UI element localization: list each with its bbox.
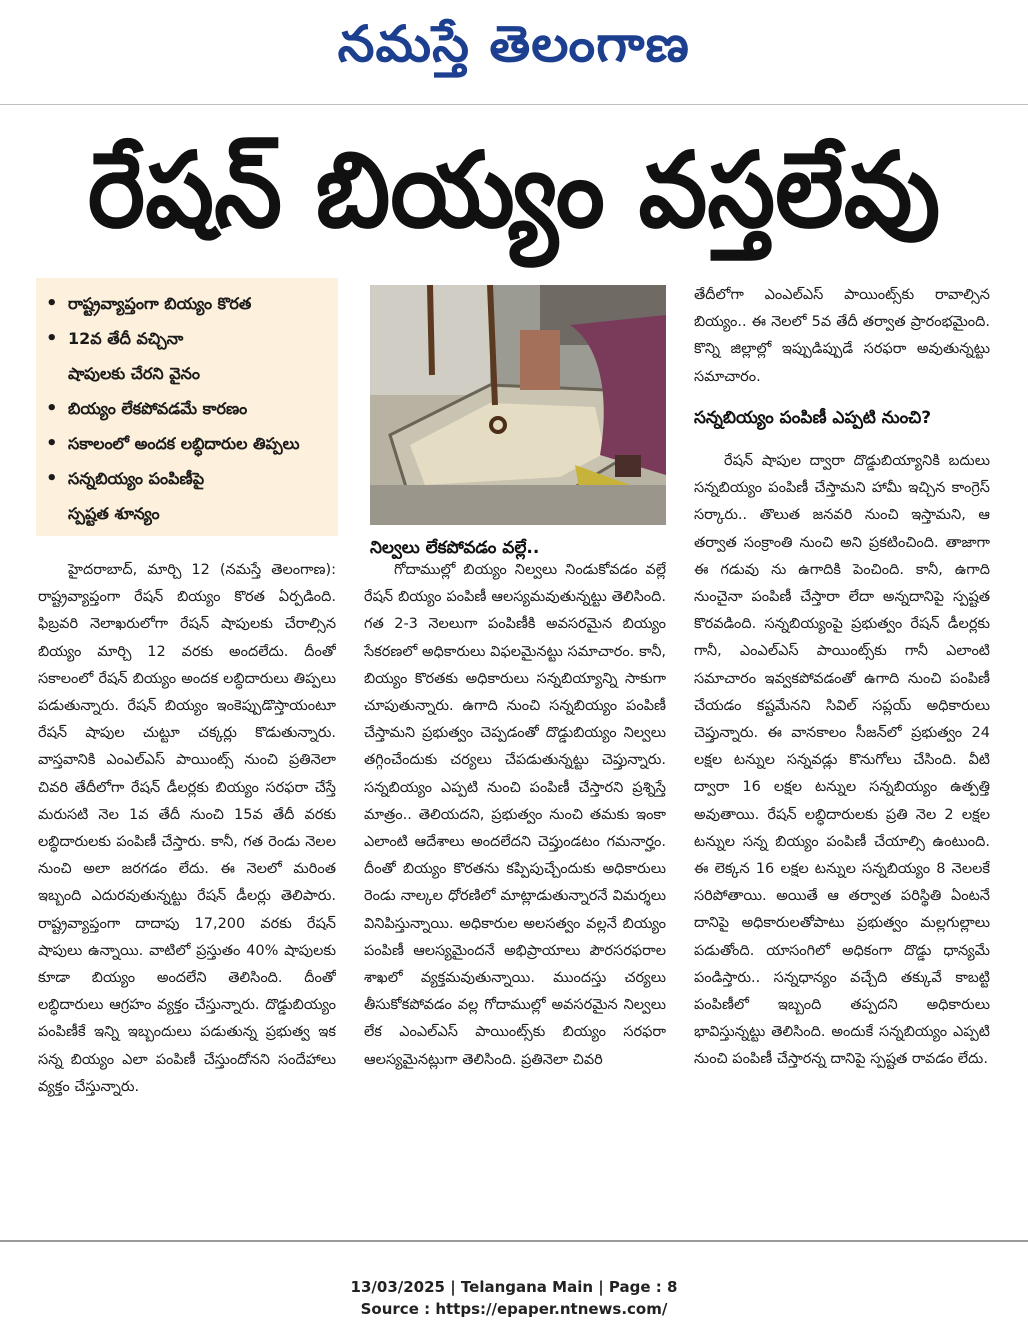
article-paragraph: తేదీలోగా ఎంఎల్‌ఎస్ పాయింట్స్‌కు రావాల్సిన బియ్యం.. ఈ నెలలో 5వ తేదీ తర్వాత ప్రారంభమైంది. కొన్ని జిల్లాల్లో ఇప్పుడిప్పుడే సరఫరా అవుతున్నట్టు సమాచారం. [694,287,990,385]
highlight-item-continued: స్పష్టత శూన్యం [68,504,160,523]
right-subheading: సన్నబియ్యం పంపిణీ ఎప్పటి నుంచి? [694,408,932,428]
article-column-right-top [694,282,990,392]
highlight-item: • బియ్యం లేకపోవడమే కారణం [46,391,328,426]
highlight-item: • సకాలంలో అందక లబ్ధిదారుల తిప్పలు [46,426,328,461]
highlight-item: • 12వ తేదీ వచ్చినా [46,321,328,356]
masthead [0,0,1028,100]
highlight-item: • రాష్ట్రవ్యాప్తంగా బియ్యం కొరత [46,286,328,321]
article-column-left [38,557,336,1225]
bullet-icon: • [46,433,58,454]
footer-source-link[interactable]: Source : https://epaper.ntnews.com/ [360,1300,668,1318]
highlight-item: • సన్నబియ్యం పంపిణీపై [46,461,328,496]
article-paragraph: రేషన్ షాపుల ద్వారా దొడ్డుబియ్యానికి బదులు సన్నబియ్యం పంపిణీ చేస్తామని హామీ ఇచ్చిన కాంగ్రెస్ సర్కారు.. తొలుత జనవరి నుంచి ఇస్తామని, ఆ తర్వాత సంక్రాంతి నుంచి అని ప్రకటించింది. తాజాగా ఈ గడువు ను ఉగాదికి పెంచింది. కానీ, ఉగాది నుంచైనా పంపిణీ చేస్తారా లేదా అన్నదానిపై స్పష్టత కొరవడింది. సన్నబియ్యంపై ప్రభుత్వం రేషన్ డీలర్లకు గానీ, ఎంఎల్‌ఎస్ పాయింట్స్‌కు గానీ ఎలాంటి సమాచారం ఇవ్వకపోవడంతో ఉగాది నుంచి పంపిణీ చేయడం కష్టమేనని సివిల్ సప్లయ్ అధికారులు చెప్తున్నారు. ఈ వానకాలం సీజన్‌లో ప్రభుత్వం 24 లక్షల టన్నుల సన్నవడ్లు కొనుగోలు చేసింది. వీటి ద్వారా 16 లక్షల టన్నుల సన్నబియ్యం ఉత్పత్తి అవుతాయి. రేషన్ లబ్ధిదారులకు ప్రతి నెల 2 లక్షల టన్నుల సన్న బియ్యం పంపిణీ చేయాల్సి ఉంటుంది. ఈ లెక్కన 16 లక్షల టన్నుల సన్నబియ్యం 8 నెలలకే సరిపోతాయి. అయితే ఆ తర్వాత పరిస్థితి ఏంటనే దానిపై అధికారులతోపాటు ప్రభుత్వం మల్లగుల్లాలు పడుతోంది. యాసంగిలో అధికంగా దొడ్డు ధాన్యమే పండిస్తారు.. సన్నధాన్యం వచ్చేది తక్కువే కాబట్టి పంపిణీలో ఇబ్బంది తప్పదని అధికారులు భావిస్తున్నట్టు తెలిసింది. అందుకే సన్నబియ్యం ఎప్పటి నుంచి పంపిణీ చేస్తారన్న దానిపై స్పష్టత రావడం లేదు. [694,453,990,1068]
middle-subheading: నిల్వలు లేకపోవడం వల్లే.. [370,538,540,558]
bullet-icon: • [46,293,58,314]
news-photo [370,285,666,525]
article-paragraph: గోదాముల్లో బియ్యం నిల్వలు నిండుకోవడం వల్లే రేషన్ బియ్యం పంపిణీ ఆలస్యమవుతున్నట్టు తెలిసింది. గత 2-3 నెలలుగా పంపిణీకి అవసరమైన బియ్యం సేకరణలో అధికారులు విఫలమైనట్టు సమాచారం. కానీ, బియ్యం కొరతకు అధికారులు సన్నబియ్యాన్ని సాకుగా చూపుతున్నారు. ఉగాది నుంచి సన్నబియ్యం పంపిణీ చేస్తామని ప్రభుత్వం చెప్పడంతో దొడ్డుబియ్యం నిల్వలు తగ్గించేందుకు చర్యలు చేపడుతున్నట్టు చెప్తున్నారు. సన్నబియ్యం ఎప్పటి నుంచి పంపిణీ చేస్తారని ప్రశ్నిస్తే మాత్రం.. తెలియదని, ప్రభుత్వం నుంచి తమకు ఇంకా ఎలాంటి ఆదేశాలు అందలేదని చెప్తుండటం గమనార్హం. దీంతో బియ్యం కొరతను కప్పిపుచ్చేందుకు అధికారులు రెండు నాల్కల ధోరణిలో మాట్లాడుతున్నారనే విమర్శలు వినిపిస్తున్నాయి. అధికారుల అలసత్వం వల్లనే బియ్యం పంపిణీ ఆలస్యమైందనే అభిప్రాయాలు పౌరసరఫరాల శాఖలో వ్యక్తమవుతున్నాయి. ముందస్తు చర్యలు తీసుకోకపోవడం వల్ల గోదాముల్లో అవసరమైన నిల్వలు లేక ఎంఎల్‌ఎస్ పాయింట్స్‌కు బియ్యం సరఫరా ఆలస్యమైనట్లుగా తెలిసింది. ప్రతినెలా చివరి [364,562,666,1068]
headline: రేషన్ బియ్యం వస్తలేవు [87,129,941,251]
article-column-right [694,448,990,1225]
rice-weighing-photo [370,285,666,525]
bullet-icon: • [46,468,58,489]
newspaper-logo: నమస్తే తెలంగాణ [337,14,691,73]
highlight-item-continued: షాపులకు చేరని వైనం [68,364,200,383]
highlights-box [36,278,338,536]
article-paragraph: హైదరాబాద్, మార్చి 12 (నమస్తే తెలంగాణ): రాష్ట్రవ్యాప్తంగా రేషన్ బియ్యం కొరత ఏర్పడింది. ఫిబ్రవరి నెలాఖరులోగా రేషన్ షాపులకు చేరాల్సిన బియ్యం మార్చి 12 వరకు అందలేదు. దీంతో సకాలంలో రేషన్ బియ్యం అందక లబ్ధిదారులు తిప్పలు పడుతున్నారు. రేషన్ బియ్యం ఇంకెప్పుడొస్తాయంటూ రేషన్ షాపుల చుట్టూ చక్కర్లు కొడుతున్నారు. వాస్తవానికి ఎంఎల్‌ఎస్ పాయింట్స్ నుంచి ప్రతినెలా చివరి తేదీలోగా రేషన్ డీలర్లకు బియ్యం సరఫరా చేస్తే మరుసటి నెల 1వ తేదీ నుంచి 15వ తేదీ వరకు లబ్ధిదారులకు పంపిణీ చేస్తారు. కానీ, గత రెండు నెలల నుంచి అలా జరగడం లేదు. ఈ నెలలో మరింత ఇబ్బంది ఎదురవుతున్నట్టు రేషన్ డీలర్లు తెలిపారు. రాష్ట్రవ్యాప్తంగా దాదాపు 17,200 వరకు రేషన్ షాపులు ఉన్నాయి. వాటిలో ప్రస్తుతం 40% షాపులకు కూడా బియ్యం అందలేని తెలిసింది. దీంతో లబ్ధిదారులు ఆగ్రహం వ్యక్తం చేస్తున్నారు. దొడ్డుబియ్యం పంపిణీకే ఇన్ని ఇబ్బందులు పడుతున్న ప్రభుత్వ ఇక సన్న బియ్యం ఎలా పంపిణీ చేస్తుందోనని సందేహాలు వ్యక్తం చేస్తున్నారు. [38,562,336,1095]
footer [0,1276,1028,1320]
masthead-divider [0,104,1028,105]
footer-divider [0,1240,1028,1242]
bullet-icon: • [46,328,58,349]
footer-date-edition: 13/03/2025 | Telangana Main | Page : 8 [350,1278,678,1296]
bullet-icon: • [46,398,58,419]
article-column-middle [364,557,666,1225]
